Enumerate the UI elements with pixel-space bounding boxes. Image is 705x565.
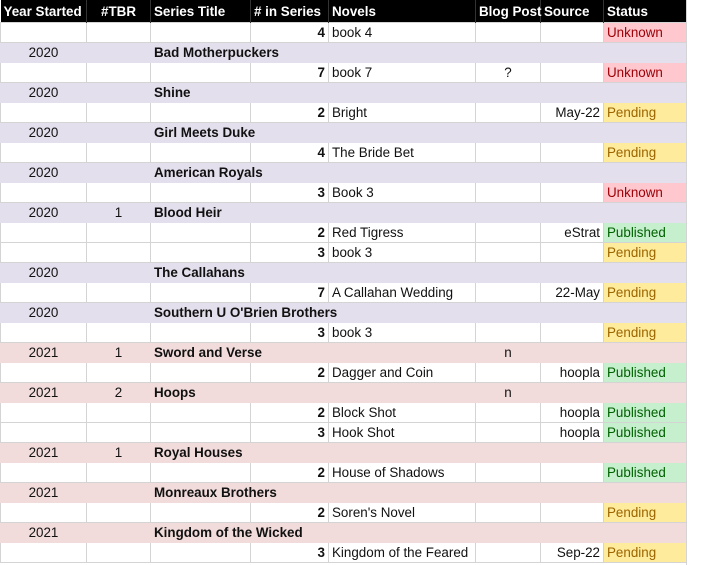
blog-post-cell[interactable] xyxy=(476,503,541,523)
year-cell[interactable] xyxy=(1,323,87,343)
novel-row xyxy=(1,183,687,203)
series-row xyxy=(1,303,687,323)
status-cell[interactable] xyxy=(604,43,687,63)
blog-post-cell[interactable] xyxy=(476,263,541,283)
tbr-cell[interactable] xyxy=(87,283,151,303)
blog-post-cell[interactable] xyxy=(476,363,541,383)
in-series-cell[interactable]: 3 xyxy=(251,183,329,203)
series-title-cell[interactable] xyxy=(151,543,251,563)
year-cell[interactable]: 2020 xyxy=(1,83,87,103)
in-series-cell[interactable]: 2 xyxy=(251,103,329,123)
series-title-cell[interactable]: The Callahans xyxy=(151,263,476,283)
novel-cell[interactable]: book 4 xyxy=(329,23,476,43)
status-cell[interactable]: Pending xyxy=(604,503,687,523)
novel-row xyxy=(1,323,687,343)
tbr-cell[interactable] xyxy=(87,123,151,143)
year-cell[interactable]: 2020 xyxy=(1,123,87,143)
novel-cell[interactable]: book 3 xyxy=(329,243,476,263)
novel-cell[interactable]: House of Shadows xyxy=(329,463,476,483)
series-row xyxy=(1,123,687,143)
blog-post-cell[interactable] xyxy=(476,103,541,123)
tbr-cell[interactable] xyxy=(87,523,151,543)
header-tbr[interactable]: #TBR xyxy=(87,0,151,23)
source-cell[interactable] xyxy=(541,303,604,323)
series-title-cell[interactable]: Sword and Verse xyxy=(151,343,476,363)
series-row xyxy=(1,383,687,403)
year-cell[interactable]: 2021 xyxy=(1,523,87,543)
series-title-cell[interactable]: Blood Heir xyxy=(151,203,476,223)
tbr-cell[interactable] xyxy=(87,23,151,43)
novel-cell[interactable]: A Callahan Wedding xyxy=(329,283,476,303)
novel-cell[interactable]: Kingdom of the Feared xyxy=(329,543,476,563)
blog-post-cell[interactable] xyxy=(476,43,541,63)
year-cell[interactable]: 2021 xyxy=(1,443,87,463)
novel-row xyxy=(1,463,687,483)
year-cell[interactable] xyxy=(1,503,87,523)
novel-row xyxy=(1,283,687,303)
year-cell[interactable] xyxy=(1,143,87,163)
tbr-cell[interactable] xyxy=(87,43,151,63)
series-row xyxy=(1,523,687,543)
blog-post-cell[interactable] xyxy=(476,283,541,303)
source-cell[interactable] xyxy=(541,63,604,83)
series-row xyxy=(1,83,687,103)
series-title-cell[interactable] xyxy=(151,223,251,243)
status-cell[interactable]: Pending xyxy=(604,143,687,163)
blog-post-cell[interactable] xyxy=(476,323,541,343)
year-cell[interactable] xyxy=(1,403,87,423)
series-title-cell[interactable]: Bad Motherpuckers xyxy=(151,43,476,63)
year-cell[interactable] xyxy=(1,243,87,263)
blog-post-cell[interactable] xyxy=(476,83,541,103)
tbr-cell[interactable] xyxy=(87,323,151,343)
status-cell[interactable] xyxy=(604,163,687,183)
table-body xyxy=(1,23,687,563)
novel-cell[interactable]: Bright xyxy=(329,103,476,123)
header-year-started[interactable]: Year Started xyxy=(1,0,87,23)
status-cell[interactable]: Unknown xyxy=(604,23,687,43)
blog-post-cell[interactable]: n xyxy=(476,383,541,403)
in-series-cell[interactable]: 2 xyxy=(251,363,329,383)
novel-row xyxy=(1,143,687,163)
source-cell[interactable] xyxy=(541,23,604,43)
status-cell[interactable]: Pending xyxy=(604,323,687,343)
in-series-cell[interactable]: 2 xyxy=(251,223,329,243)
series-title-cell[interactable] xyxy=(151,243,251,263)
blog-post-cell[interactable] xyxy=(476,543,541,563)
series-row xyxy=(1,263,687,283)
series-title-cell[interactable] xyxy=(151,183,251,203)
year-cell[interactable] xyxy=(1,423,87,443)
tbr-cell[interactable] xyxy=(87,63,151,83)
novel-cell[interactable]: The Bride Bet xyxy=(329,143,476,163)
status-cell[interactable] xyxy=(604,263,687,283)
in-series-cell[interactable]: 7 xyxy=(251,283,329,303)
source-cell[interactable] xyxy=(541,163,604,183)
status-cell[interactable] xyxy=(604,383,687,403)
blog-post-cell[interactable] xyxy=(476,143,541,163)
status-cell[interactable] xyxy=(604,483,687,503)
status-cell[interactable]: Published xyxy=(604,423,687,443)
series-title-cell[interactable]: Hoops xyxy=(151,383,476,403)
year-cell[interactable] xyxy=(1,223,87,243)
source-cell[interactable] xyxy=(541,483,604,503)
tbr-cell[interactable] xyxy=(87,103,151,123)
tbr-cell[interactable]: 1 xyxy=(87,443,151,463)
tbr-cell[interactable] xyxy=(87,403,151,423)
source-cell[interactable]: hoopla xyxy=(541,403,604,423)
source-cell[interactable] xyxy=(541,83,604,103)
header-in-series[interactable]: # in Series xyxy=(251,0,329,23)
year-cell[interactable]: 2020 xyxy=(1,263,87,283)
blog-post-cell[interactable] xyxy=(476,183,541,203)
status-cell[interactable] xyxy=(604,343,687,363)
tbr-cell[interactable]: 2 xyxy=(87,383,151,403)
source-cell[interactable]: Sep-22 xyxy=(541,543,604,563)
source-cell[interactable]: eStrat xyxy=(541,223,604,243)
series-title-cell[interactable] xyxy=(151,323,251,343)
series-title-cell[interactable] xyxy=(151,283,251,303)
series-title-cell[interactable]: Southern U O'Brien Brothers xyxy=(151,303,476,323)
novel-cell[interactable]: Red Tigress xyxy=(329,223,476,243)
source-cell[interactable]: May-22 xyxy=(541,103,604,123)
tbr-cell[interactable]: 1 xyxy=(87,343,151,363)
status-cell[interactable]: Pending xyxy=(604,243,687,263)
year-cell[interactable]: 2020 xyxy=(1,203,87,223)
series-title-cell[interactable] xyxy=(151,463,251,483)
blog-post-cell[interactable] xyxy=(476,243,541,263)
tbr-cell[interactable] xyxy=(87,243,151,263)
tbr-cell[interactable] xyxy=(87,143,151,163)
source-cell[interactable]: hoopla xyxy=(541,423,604,443)
year-cell[interactable]: 2021 xyxy=(1,383,87,403)
status-cell[interactable]: Unknown xyxy=(604,63,687,83)
in-series-cell[interactable]: 3 xyxy=(251,243,329,263)
blog-post-cell[interactable]: ? xyxy=(476,63,541,83)
in-series-cell[interactable]: 2 xyxy=(251,403,329,423)
source-cell[interactable] xyxy=(541,503,604,523)
year-cell[interactable] xyxy=(1,183,87,203)
series-row xyxy=(1,443,687,463)
source-cell[interactable]: hoopla xyxy=(541,363,604,383)
novel-row xyxy=(1,223,687,243)
tbr-cell[interactable] xyxy=(87,423,151,443)
source-cell[interactable] xyxy=(541,443,604,463)
series-title-cell[interactable] xyxy=(151,363,251,383)
novel-cell[interactable]: Block Shot xyxy=(329,403,476,423)
series-title-cell[interactable] xyxy=(151,403,251,423)
novel-cell[interactable]: book 3 xyxy=(329,323,476,343)
status-cell[interactable]: Published xyxy=(604,403,687,423)
novel-row xyxy=(1,403,687,423)
blog-post-cell[interactable] xyxy=(476,463,541,483)
novel-row xyxy=(1,103,687,123)
source-cell[interactable] xyxy=(541,143,604,163)
blog-post-cell[interactable] xyxy=(476,423,541,443)
status-cell[interactable] xyxy=(604,303,687,323)
series-row xyxy=(1,483,687,503)
series-row xyxy=(1,343,687,363)
in-series-cell[interactable]: 3 xyxy=(251,323,329,343)
status-cell[interactable]: Published xyxy=(604,363,687,383)
in-series-cell[interactable]: 2 xyxy=(251,503,329,523)
novel-cell[interactable]: book 7 xyxy=(329,63,476,83)
year-cell[interactable]: 2020 xyxy=(1,43,87,63)
tbr-cell[interactable] xyxy=(87,303,151,323)
series-title-cell[interactable] xyxy=(151,103,251,123)
status-cell[interactable] xyxy=(604,83,687,103)
source-cell[interactable] xyxy=(541,323,604,343)
tbr-cell[interactable] xyxy=(87,543,151,563)
series-row xyxy=(1,43,687,63)
series-title-cell[interactable]: Shine xyxy=(151,83,476,103)
year-cell[interactable] xyxy=(1,283,87,303)
series-title-cell[interactable] xyxy=(151,63,251,83)
in-series-cell[interactable]: 3 xyxy=(251,423,329,443)
series-row xyxy=(1,163,687,183)
source-cell[interactable] xyxy=(541,183,604,203)
source-cell[interactable] xyxy=(541,523,604,543)
year-cell[interactable] xyxy=(1,63,87,83)
year-cell[interactable]: 2020 xyxy=(1,163,87,183)
in-series-cell[interactable]: 2 xyxy=(251,463,329,483)
status-cell[interactable]: Published xyxy=(604,223,687,243)
tbr-cell[interactable] xyxy=(87,183,151,203)
novel-cell[interactable]: Book 3 xyxy=(329,183,476,203)
novel-row xyxy=(1,63,687,83)
in-series-cell[interactable]: 4 xyxy=(251,23,329,43)
in-series-cell[interactable]: 3 xyxy=(251,543,329,563)
status-cell[interactable] xyxy=(604,523,687,543)
blog-post-cell[interactable] xyxy=(476,443,541,463)
status-cell[interactable]: Published xyxy=(604,463,687,483)
status-cell[interactable] xyxy=(604,123,687,143)
novel-row xyxy=(1,543,687,563)
tbr-cell[interactable] xyxy=(87,463,151,483)
status-cell[interactable] xyxy=(604,443,687,463)
header-series-title[interactable]: Series Title xyxy=(151,0,251,23)
year-cell[interactable]: 2021 xyxy=(1,483,87,503)
year-cell[interactable]: 2020 xyxy=(1,303,87,323)
year-cell[interactable] xyxy=(1,463,87,483)
status-cell[interactable]: Unknown xyxy=(604,183,687,203)
tbr-cell[interactable] xyxy=(87,503,151,523)
tbr-cell[interactable] xyxy=(87,83,151,103)
tbr-cell[interactable] xyxy=(87,163,151,183)
header-status[interactable]: Status xyxy=(604,0,687,23)
series-title-cell[interactable]: Girl Meets Duke xyxy=(151,123,476,143)
in-series-cell[interactable]: 7 xyxy=(251,63,329,83)
status-cell[interactable]: Pending xyxy=(604,103,687,123)
year-cell[interactable] xyxy=(1,103,87,123)
blog-post-cell[interactable] xyxy=(476,483,541,503)
status-cell[interactable]: Pending xyxy=(604,283,687,303)
blog-post-cell[interactable] xyxy=(476,223,541,243)
blog-post-cell[interactable] xyxy=(476,303,541,323)
novel-row xyxy=(1,363,687,383)
source-cell[interactable] xyxy=(541,203,604,223)
header-source[interactable]: Source xyxy=(541,0,604,23)
novel-row xyxy=(1,503,687,523)
series-title-cell[interactable] xyxy=(151,423,251,443)
blog-post-cell[interactable] xyxy=(476,403,541,423)
year-cell[interactable] xyxy=(1,23,87,43)
source-cell[interactable] xyxy=(541,463,604,483)
blog-post-cell[interactable] xyxy=(476,163,541,183)
series-row xyxy=(1,203,687,223)
source-cell[interactable] xyxy=(541,123,604,143)
novel-cell[interactable]: Soren's Novel xyxy=(329,503,476,523)
series-title-cell[interactable]: American Royals xyxy=(151,163,476,183)
blog-post-cell[interactable] xyxy=(476,523,541,543)
tbr-cell[interactable] xyxy=(87,483,151,503)
year-cell[interactable] xyxy=(1,363,87,383)
source-cell[interactable] xyxy=(541,43,604,63)
status-cell[interactable]: Pending xyxy=(604,543,687,563)
source-cell[interactable] xyxy=(541,263,604,283)
status-cell[interactable] xyxy=(604,203,687,223)
series-title-cell[interactable] xyxy=(151,143,251,163)
tbr-cell[interactable] xyxy=(87,223,151,243)
series-title-cell[interactable] xyxy=(151,23,251,43)
series-title-cell[interactable]: Royal Houses xyxy=(151,443,476,463)
blog-post-cell[interactable] xyxy=(476,23,541,43)
header-row xyxy=(1,0,687,23)
novel-row xyxy=(1,243,687,263)
next-column-edge xyxy=(686,0,705,565)
series-title-cell[interactable]: Kingdom of the Wicked xyxy=(151,523,476,543)
novel-row xyxy=(1,423,687,443)
blog-post-cell[interactable] xyxy=(476,123,541,143)
year-cell[interactable] xyxy=(1,543,87,563)
header-novels[interactable]: Novels xyxy=(329,0,476,23)
source-cell[interactable]: 22-May xyxy=(541,283,604,303)
source-cell[interactable] xyxy=(541,383,604,403)
in-series-cell[interactable]: 4 xyxy=(251,143,329,163)
source-cell[interactable] xyxy=(541,243,604,263)
novel-cell[interactable]: Dagger and Coin xyxy=(329,363,476,383)
tbr-cell[interactable]: 1 xyxy=(87,203,151,223)
blog-post-cell[interactable]: n xyxy=(476,343,541,363)
source-cell[interactable] xyxy=(541,343,604,363)
header-blog-post[interactable]: Blog Post xyxy=(476,0,541,23)
tbr-cell[interactable] xyxy=(87,263,151,283)
year-cell[interactable]: 2021 xyxy=(1,343,87,363)
novel-cell[interactable]: Hook Shot xyxy=(329,423,476,443)
novel-row xyxy=(1,23,687,43)
series-title-cell[interactable]: Monreaux Brothers xyxy=(151,483,476,503)
series-title-cell[interactable] xyxy=(151,503,251,523)
blog-post-cell[interactable] xyxy=(476,203,541,223)
tbr-cell[interactable] xyxy=(87,363,151,383)
